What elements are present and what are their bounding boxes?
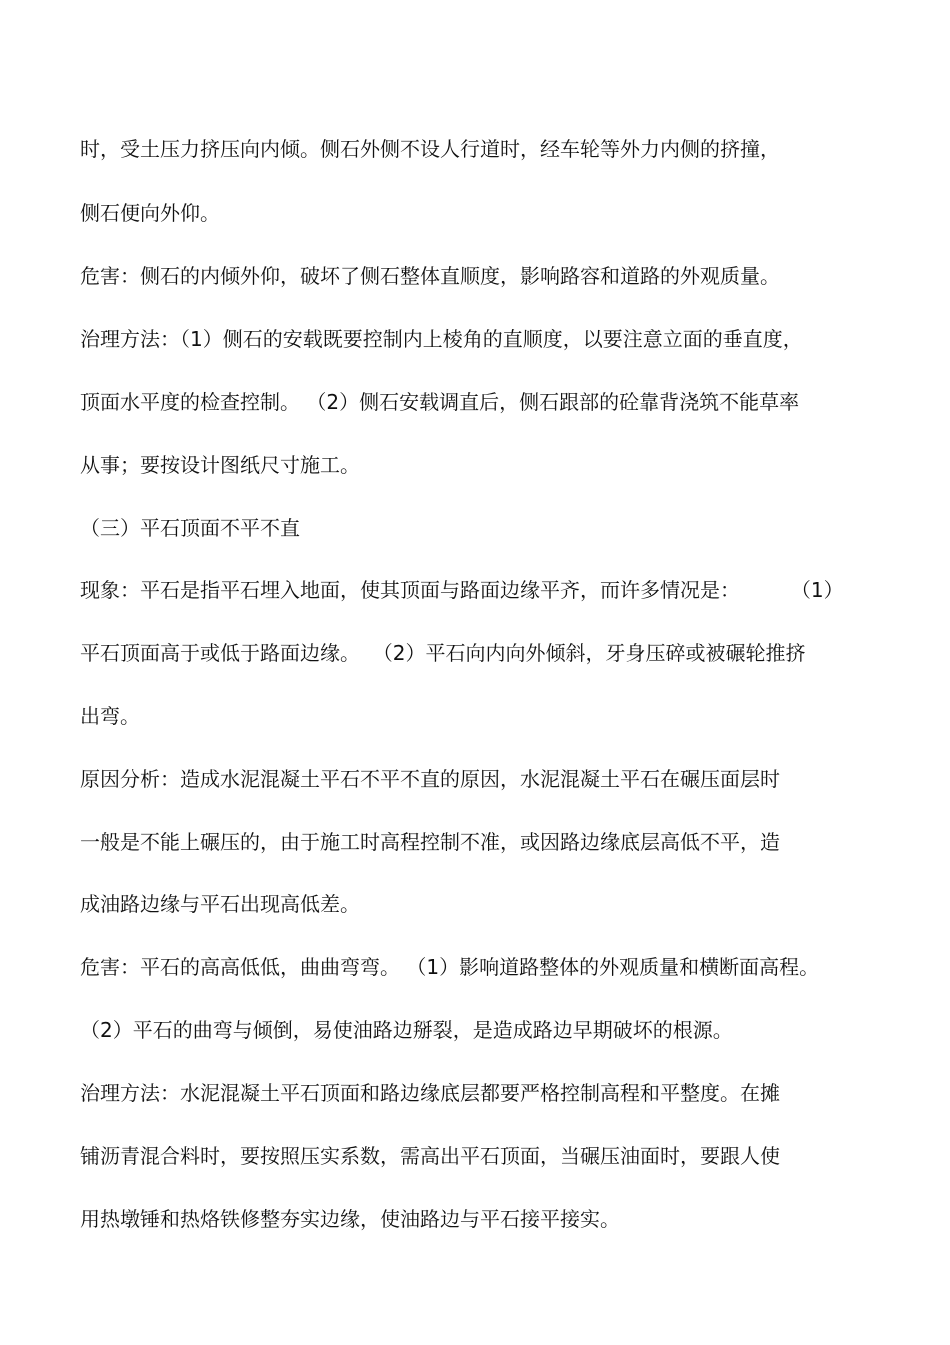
text-line-16: 治理方法：水泥混凝土平石顶面和路边缘底层都要严格控制高程和平整度。在摊 — [80, 1081, 780, 1105]
text-line-4: 治理方法：（1）侧石的安载既要控制内上棱角的直顺度，以要注意立面的垂直度， — [80, 327, 803, 351]
text-line-6: 从事；要按设计图纸尺寸施工。 — [80, 453, 360, 477]
text-line-12: 一般是不能上碾压的，由于施工时高程控制不准，或因路边缘底层高低不平，造 — [80, 830, 780, 854]
text-line-15: （2）平石的曲弯与倾倒，易使油路边掰裂，是造成路边早期破坏的根源。 — [80, 1018, 733, 1042]
text-line-17: 铺沥青混合料时，要按照压实系数，需高出平石顶面，当碾压油面时，要跟人使 — [80, 1144, 780, 1168]
text-line-5: 顶面水平度的检查控制。 （2）侧石安载调直后，侧石跟部的砼靠背浇筑不能草率 — [80, 390, 800, 414]
text-line-2: 侧石便向外仰。 — [80, 201, 220, 225]
text-line-1: 时，受土压力挤压向内倾。侧石外侧不设人行道时，经车轮等外力内侧的挤撞， — [80, 137, 780, 161]
text-line-3: 危害：侧石的内倾外仰，破坏了侧石整体直顺度，影响路容和道路的外观质量。 — [80, 264, 780, 288]
text-line-8: 现象：平石是指平石埋入地面，使其顶面与路面边缘平齐，而许多情况是： （1） — [80, 578, 844, 602]
text-line-9: 平石顶面高于或低于路面边缘。 （2）平石向内向外倾斜，牙身压碎或被碾轮推挤 — [80, 641, 806, 665]
text-line-10: 出弯。 — [80, 704, 140, 728]
text-line-18: 用热墩锤和热烙铁修整夯实边缘，使油路边与平石接平接实。 — [80, 1207, 620, 1231]
text-line-14: 危害：平石的高高低低，曲曲弯弯。 （1）影响道路整体的外观质量和横断面高程。 — [80, 955, 820, 979]
text-line-11: 原因分析：造成水泥混凝土平石不平不直的原因，水泥混凝土平石在碾压面层时 — [80, 767, 780, 791]
text-line-13: 成油路边缘与平石出现高低差。 — [80, 892, 360, 916]
section-heading: （三）平石顶面不平不直 — [80, 516, 300, 540]
